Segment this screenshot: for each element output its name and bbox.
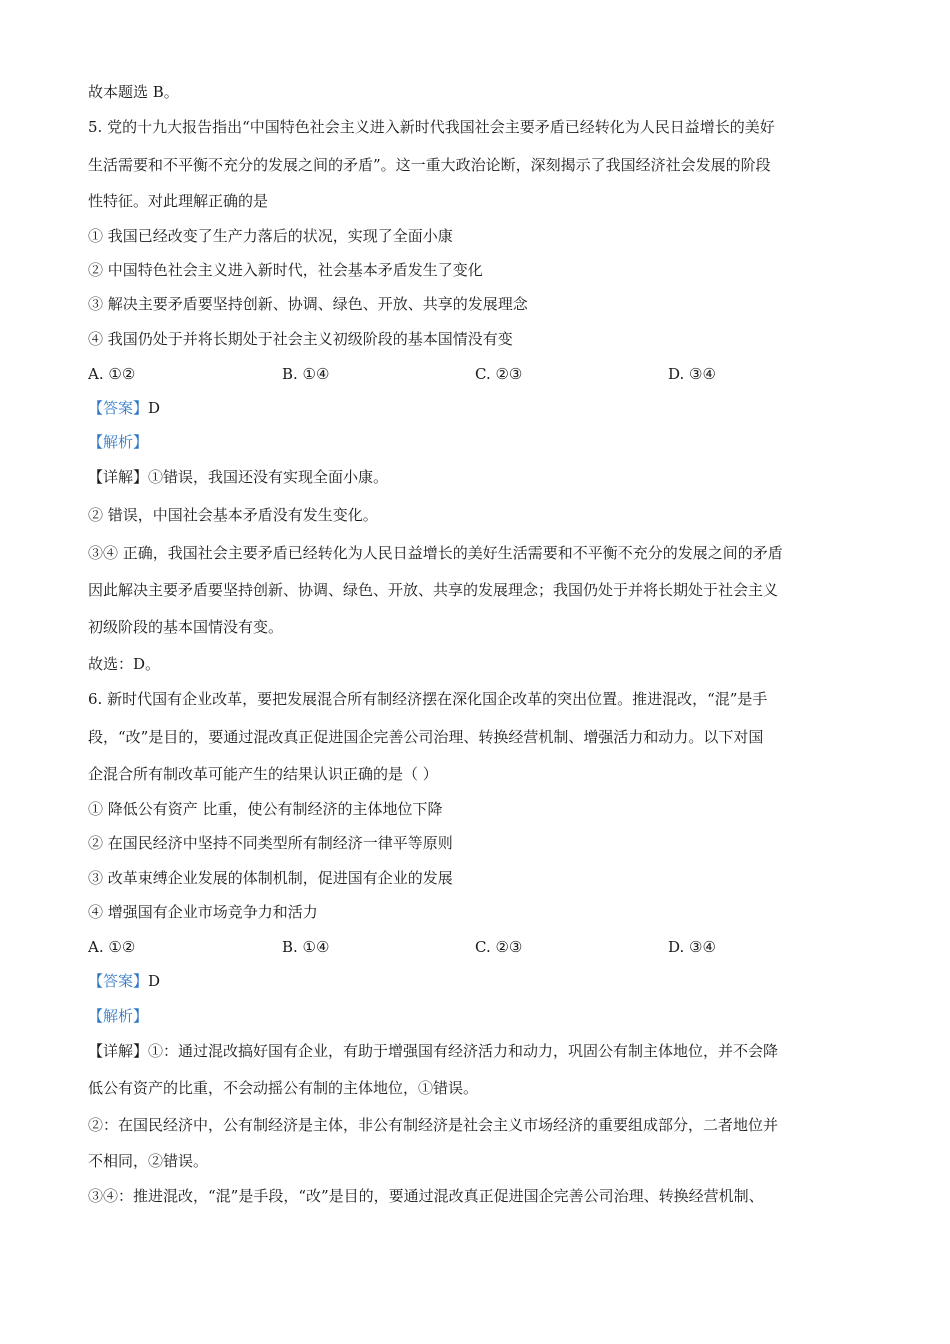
- analysis-tag: 【解析】: [88, 1007, 149, 1025]
- answer-tag: 【答案】: [88, 399, 149, 417]
- q5-stem-line: 生活需要和不平衡不充分的发展之间的矛盾”。这一重大政治论断，深刻揭示了我国经济社会发展的阶段: [88, 156, 771, 174]
- q5-statement: ① 我国已经改变了生产力落后的状况，实现了全面小康: [88, 227, 453, 245]
- q6-statement: ① 降低公有资产 比重，使公有制经济的主体地位下降: [88, 800, 443, 818]
- q6-explanation-line: 【详解】①：通过混改搞好国有企业，有助于增强国有经济活力和动力，巩固公有制主体地位，并不会降: [88, 1042, 779, 1060]
- q6-statement: ④ 增强国有企业市场竞争力和活力: [88, 903, 318, 921]
- q6-stem-line: 6. 新时代国有企业改革，要把发展混合所有制经济摆在深化国企改革的突出位置。推进混改，“混”是手: [88, 690, 768, 708]
- q5-explanation-line: 【详解】①错误，我国还没有实现全面小康。: [88, 468, 389, 486]
- q5-answer-line: [88, 398, 160, 418]
- q6-option-a: A. ①②: [88, 938, 136, 956]
- q6-stem-line: 企混合所有制改革可能产生的结果认识正确的是（ ）: [88, 765, 438, 783]
- answer-tag: 【答案】: [88, 972, 149, 990]
- q5-option-b: B. ①④: [282, 365, 330, 383]
- q6-statement: ③ 改革束缚企业发展的体制机制，促进国有企业的发展: [88, 869, 453, 887]
- q6-statement: ② 在国民经济中坚持不同类型所有制经济一律平等原则: [88, 834, 453, 852]
- q5-explanation-line: 初级阶段的基本国情没有变。: [88, 618, 284, 636]
- q5-statement: ② 中国特色社会主义进入新时代，社会基本矛盾发生了变化: [88, 261, 483, 279]
- q6-option-c: C. ②③: [475, 938, 523, 956]
- q6-answer-line: [88, 971, 160, 991]
- q6-explanation-line: 不相同，②错误。: [88, 1152, 209, 1170]
- intro-line: 故本题选 B。: [88, 83, 179, 101]
- q5-statement: ④ 我国仍处于并将长期处于社会主义初级阶段的基本国情没有变: [88, 330, 513, 348]
- answer-value: D: [148, 972, 161, 990]
- q5-explanation-line: ③④ 正确，我国社会主要矛盾已经转化为人民日益增长的美好生活需要和不平衡不充分的发展之间的矛盾: [88, 544, 783, 562]
- answer-value: D: [148, 399, 161, 417]
- q5-option-a: A. ①②: [88, 365, 136, 383]
- q5-stem-line: 性特征。对此理解正确的是: [88, 192, 269, 210]
- q6-stem-line: 段，“改”是目的，要通过混改真正促进国企完善公司治理、转换经营机制、增强活力和动力。以下对国: [88, 728, 764, 746]
- q6-explanation-line: ②：在国民经济中，公有制经济是主体，非公有制经济是社会主义市场经济的重要组成部分，二者地位并: [88, 1116, 779, 1134]
- q5-stem-line: 5. 党的十九大报告指出“中国特色社会主义进入新时代我国社会主要矛盾已经转化为人民日益增长的美好: [88, 118, 775, 136]
- q6-explanation-line: ③④：推进混改，“混”是手段，“改”是目的，要通过混改真正促进国企完善公司治理、转换经营机制、: [88, 1187, 764, 1205]
- q6-option-b: B. ①④: [282, 938, 330, 956]
- q6-explanation-line: 低公有资产的比重，不会动摇公有制的主体地位，①错误。: [88, 1079, 479, 1097]
- q5-option-c: C. ②③: [475, 365, 523, 383]
- q5-explanation-line: ② 错误，中国社会基本矛盾没有发生变化。: [88, 506, 378, 524]
- q5-explanation-line: 因此解决主要矛盾要坚持创新、协调、绿色、开放、共享的发展理念；我国仍处于并将长期处于社会主义: [88, 581, 779, 599]
- q6-option-d: D. ③④: [668, 938, 716, 956]
- q5-option-d: D. ③④: [668, 365, 716, 383]
- q5-statement: ③ 解决主要矛盾要坚持创新、协调、绿色、开放、共享的发展理念: [88, 295, 528, 313]
- q5-explanation-line: 故选：D。: [88, 655, 161, 673]
- analysis-tag: 【解析】: [88, 433, 149, 451]
